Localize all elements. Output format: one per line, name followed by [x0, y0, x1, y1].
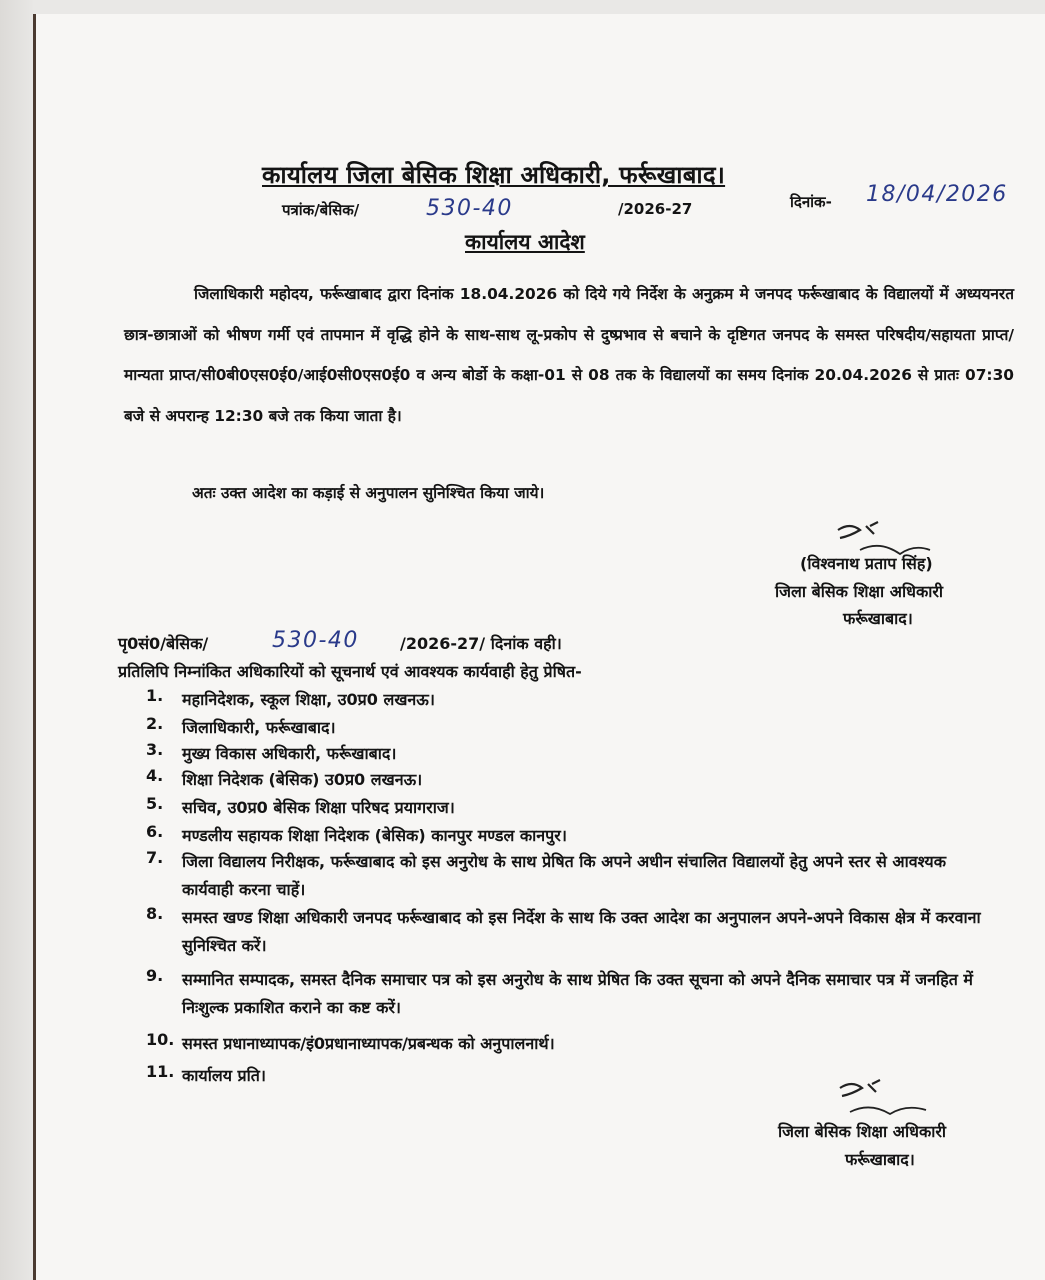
scan-margin	[0, 0, 33, 1280]
copy-ref-number-handwritten: 530-40	[272, 628, 359, 653]
date-label: दिनांक-	[790, 193, 832, 211]
ref-number-handwritten: 530-40	[426, 196, 513, 221]
order-title: कार्यालय आदेश	[465, 230, 585, 254]
signatory2-designation: जिला बेसिक शिक्षा अधिकारी	[778, 1122, 947, 1141]
signatory2-place: फर्रूखाबाद।	[845, 1150, 915, 1169]
signature-scribble-2	[830, 1078, 940, 1122]
office-title: कार्यालय जिला बेसिक शिक्षा अधिकारी, फर्रूखाबाद।	[262, 161, 726, 189]
ref-prefix: पत्रांक/बेसिक/	[282, 201, 360, 219]
order-paragraph	[124, 274, 1014, 436]
order-paragraph-text: जिलाधिकारी महोदय, फर्रूखाबाद द्वारा दिनांक 18.04.2026 को दिये गये निर्देश के अनुक्रम मे जनपद फर्रूखाबाद के विद्यालयों में अध्ययनरत छात्र-छात्राओं को भीषण गर्मी एवं तापमान में वृद्धि होने के साथ-साथ लू-प्रकोप से दुष्प्रभाव से बचाने के दृष्टिगत जनपद के समस्त परिषदीय/सहायता प्राप्त/मान्यता प्राप्त/सी0बी0एस0ई0/आई0सी0एस0ई0 व अन्य बोर्डो के कक्षा-01 से 08 तक के विद्यालयों का समय दिनांक 20.04.2026 से प्रातः 07:30 बजे से अपरान्ह 12:30 बजे तक किया जाता है।	[124, 285, 1014, 425]
date-handwritten: 18/04/2026	[866, 182, 1008, 207]
signatory-designation: जिला बेसिक शिक्षा अधिकारी	[775, 582, 944, 601]
copy-ref-suffix: /2026-27/ दिनांक वही।	[400, 634, 562, 653]
signatory-place: फर्रूखाबाद।	[843, 609, 913, 628]
copy-ref-prefix: पृ0सं0/बेसिक/	[118, 634, 209, 653]
ref-year: /2026-27	[618, 200, 693, 218]
compliance-line: अतः उक्त आदेश का कड़ाई से अनुपालन सुनिश्चित किया जाये।	[192, 484, 545, 502]
signatory-name: (विश्वनाथ प्रताप सिंह)	[800, 554, 933, 573]
copy-intro: प्रतिलिपि निम्नांकित अधिकारियों को सूचनार्थ एवं आवश्यक कार्यवाही हेतु प्रेषित-	[118, 662, 582, 681]
